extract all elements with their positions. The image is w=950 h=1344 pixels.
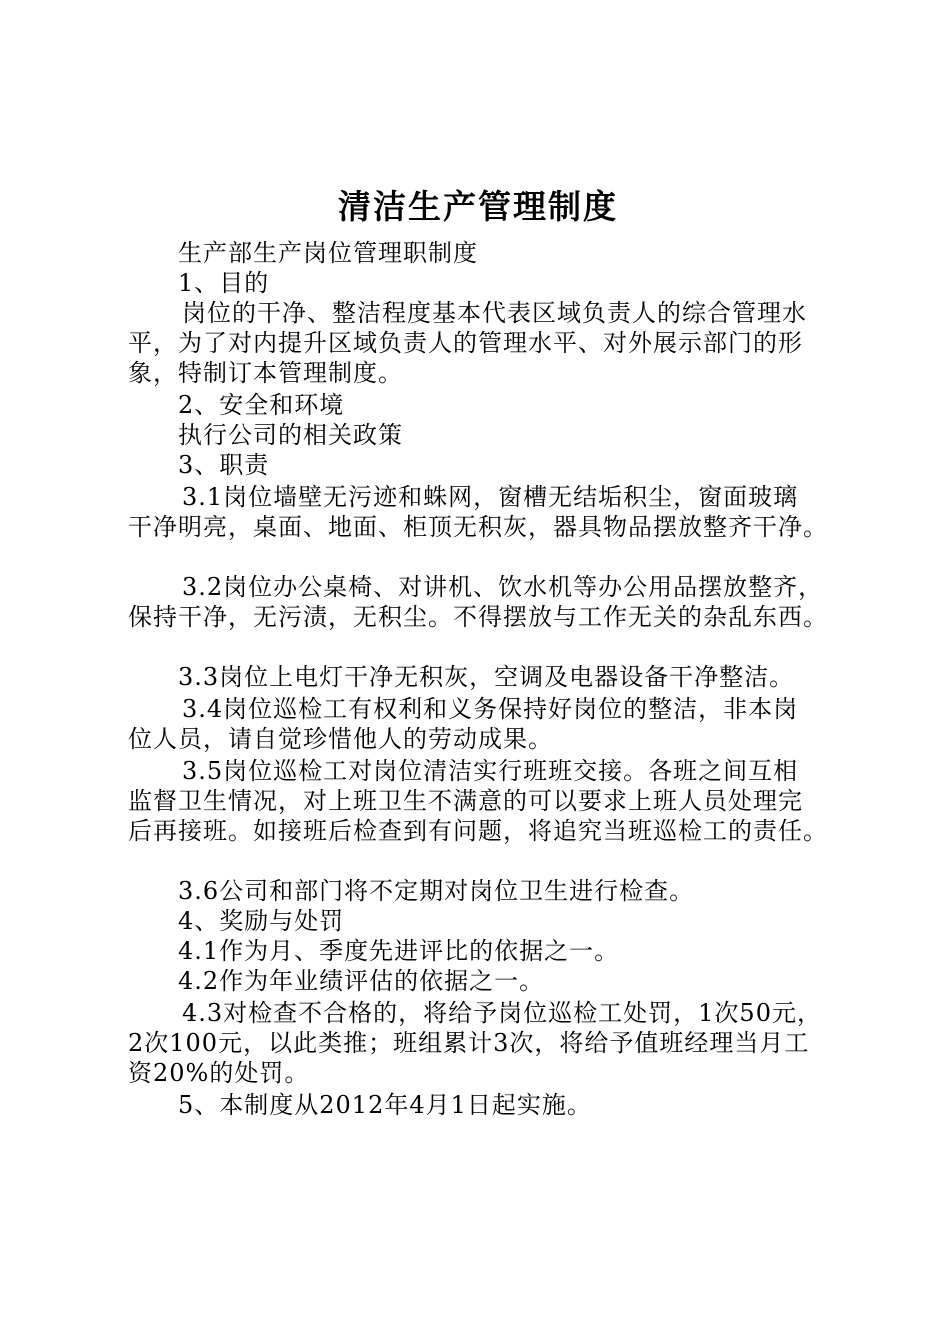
paragraph-line: 资20%的处罚。	[128, 1059, 310, 1087]
paragraph-line: 4.2作为年业绩评估的依据之一。	[178, 967, 545, 995]
paragraph-line: 平，为了对内提升区域负责人的管理水平、对外展示部门的形	[128, 329, 803, 357]
paragraph-line: 位人员，请自觉珍惜他人的劳动成果。	[128, 725, 553, 753]
section-heading: 2、安全和环境	[178, 391, 345, 419]
paragraph-line: 3.5岗位巡检工对岗位清洁实行班班交接。各班之间互相	[182, 757, 799, 785]
paragraph-line: 保持干净，无污渍，无积尘。不得摆放与工作无关的杂乱东西。	[128, 603, 828, 631]
paragraph-line: 3.2岗位办公桌椅、对讲机、饮水机等办公用品摆放整齐，	[182, 573, 824, 601]
paragraph-line: 4.3对检查不合格的，将给予岗位巡检工处罚，1次50元，	[182, 999, 822, 1027]
section-heading: 1、目的	[178, 269, 270, 297]
paragraph-line: 象，特制订本管理制度。	[128, 359, 403, 387]
section-heading: 4、奖励与处罚	[178, 907, 345, 935]
section-heading: 3、职责	[178, 451, 270, 479]
paragraph-line: 3.4岗位巡检工有权利和义务保持好岗位的整洁，非本岗	[182, 695, 799, 723]
paragraph-line: 2次100元，以此类推；班组累计3次，将给予值班经理当月工	[128, 1029, 810, 1057]
section-heading: 生产部生产岗位管理职制度	[178, 239, 478, 267]
paragraph-line: 3.1岗位墙壁无污迹和蛛网，窗槽无结垢积尘，窗面玻璃	[182, 483, 799, 511]
paragraph-line: 后再接班。如接班后检查到有问题，将追究当班巡检工的责任。	[128, 817, 828, 845]
paragraph-line: 监督卫生情况，对上班卫生不满意的可以要求上班人员处理完	[128, 787, 803, 815]
paragraph-line: 干净明亮，桌面、地面、柜顶无积灰，器具物品摆放整齐干净。	[128, 513, 828, 541]
paragraph-line: 4.1作为月、季度先进评比的依据之一。	[178, 937, 620, 965]
paragraph-line: 岗位的干净、整洁程度基本代表区域负责人的综合管理水	[182, 299, 807, 327]
paragraph-line: 5、本制度从2012年4月1日起实施。	[178, 1091, 592, 1119]
paragraph-line: 3.6公司和部门将不定期对岗位卫生进行检查。	[178, 877, 695, 905]
document-title: 清洁生产管理制度	[338, 187, 618, 226]
paragraph-line: 3.3岗位上电灯干净无积灰，空调及电器设备干净整洁。	[178, 663, 795, 691]
paragraph-line: 执行公司的相关政策	[178, 421, 403, 449]
